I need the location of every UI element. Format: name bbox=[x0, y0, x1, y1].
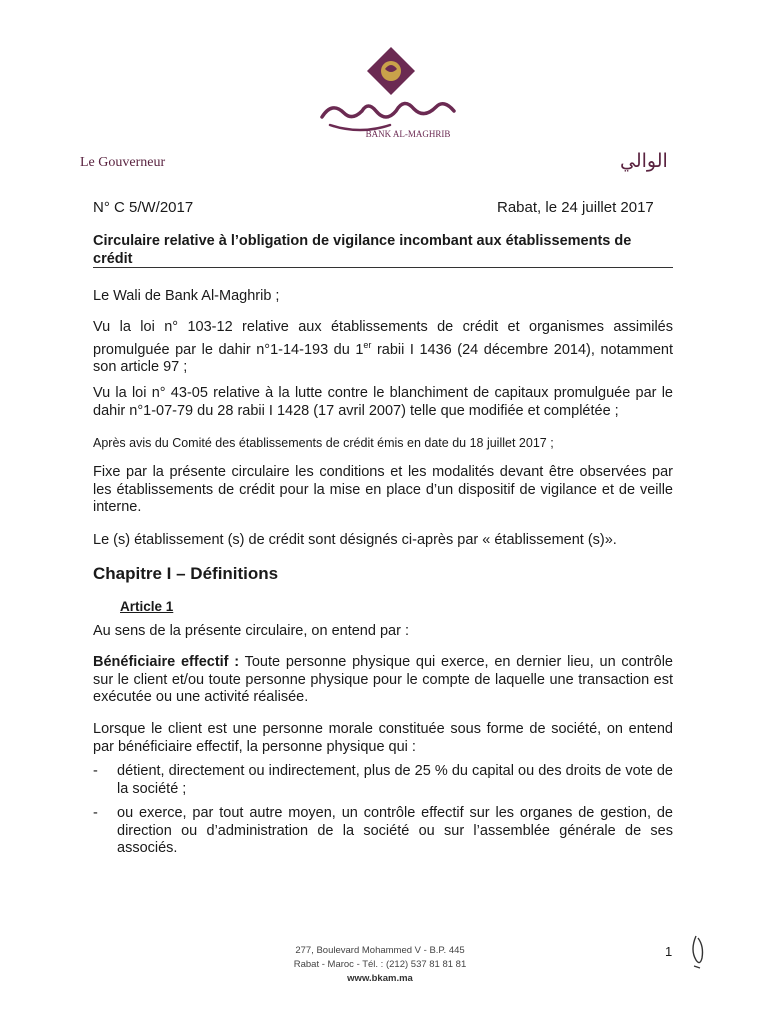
paragraph-loi-43-05: Vu la loi n° 43-05 relative à la lutte contre le blanchiment de capitaux promulguée par le dahir n°1-07-79 du 28 rabii I 1428 (17 avril 2007) telle que modifiée et complétée ; bbox=[93, 385, 673, 419]
svg-text:BANK AL-MAGHRIB: BANK AL-MAGHRIB bbox=[365, 129, 451, 139]
bullet-mark: - bbox=[93, 805, 98, 821]
definition-term: Bénéficiaire effectif : bbox=[93, 654, 240, 670]
page-number: 1 bbox=[665, 944, 673, 959]
paragraph-personne-morale: Lorsque le client est une personne morale constituée sous forme de société, on entend par bénéficiaire effectif, la personne physique qui : bbox=[93, 721, 673, 755]
document-title: Circulaire relative à l’obligation de vigilance incombant aux établissements de crédit bbox=[93, 233, 632, 267]
governor-label: Le Gouverneur bbox=[80, 155, 166, 170]
bullet-item: ou exerce, par tout autre moyen, un contrôle effectif sur les organes de gestion, de direction ou d’administration de la société ou sur l’assemblée générale de ses associés. bbox=[117, 805, 673, 856]
paragraph-avis-comite: Après avis du Comité des établissements de crédit émis en date du 18 juillet 2017 ; bbox=[93, 436, 554, 450]
paragraph-fixe: Fixe par la présente circulaire les conditions et les modalités devant être observées par les établissements de crédit pour la mise en place d’un dispositif de vigilance et de veille interne. bbox=[93, 464, 673, 515]
bullet-item: détient, directement ou indirectement, plus de 25 % du capital ou des droits de vote de la société ; bbox=[117, 763, 673, 797]
paragraph-designation: Le (s) établissement (s) de crédit sont désignés ci-après par « établissement (s)». bbox=[93, 532, 617, 548]
initials-signature bbox=[688, 932, 710, 972]
paragraph-loi-103-12: Vu la loi n° 103-12 relative aux établissements de crédit et organismes assimilés promulguée par le dahir n°1-14-193 du 1er rabii I 1436 (24 décembre 2014), notamment son article 97 ; bbox=[93, 319, 673, 375]
bullet-mark: - bbox=[93, 763, 98, 779]
wali-arabic-label: الوالي bbox=[620, 150, 668, 172]
title-underline bbox=[93, 267, 673, 268]
footer-url: www.bkam.ma bbox=[347, 973, 413, 984]
paragraph-au-sens: Au sens de la présente circulaire, on entend par : bbox=[93, 623, 409, 639]
paragraph-wali: Le Wali de Bank Al-Maghrib ; bbox=[93, 288, 280, 304]
article-heading: Article 1 bbox=[120, 599, 174, 614]
footer-address: 277, Boulevard Mohammed V - B.P. 445 Rabat - Maroc - Tél. : (212) 537 81 81 81 www.bkam.ma bbox=[260, 944, 500, 986]
reference-number: N° C 5/W/2017 bbox=[93, 199, 194, 216]
bank-al-maghrib-logo bbox=[312, 45, 470, 140]
chapter-heading: Chapitre I – Définitions bbox=[93, 564, 279, 583]
place-date: Rabat, le 24 juillet 2017 bbox=[497, 199, 654, 216]
definition-beneficiaire: Bénéficiaire effectif : Toute personne physique qui exerce, en dernier lieu, un contrôle sur le client et/ou toute personne physique pour le compte de laquelle une transaction est exécutée ou une activité réalisée. bbox=[93, 654, 673, 705]
